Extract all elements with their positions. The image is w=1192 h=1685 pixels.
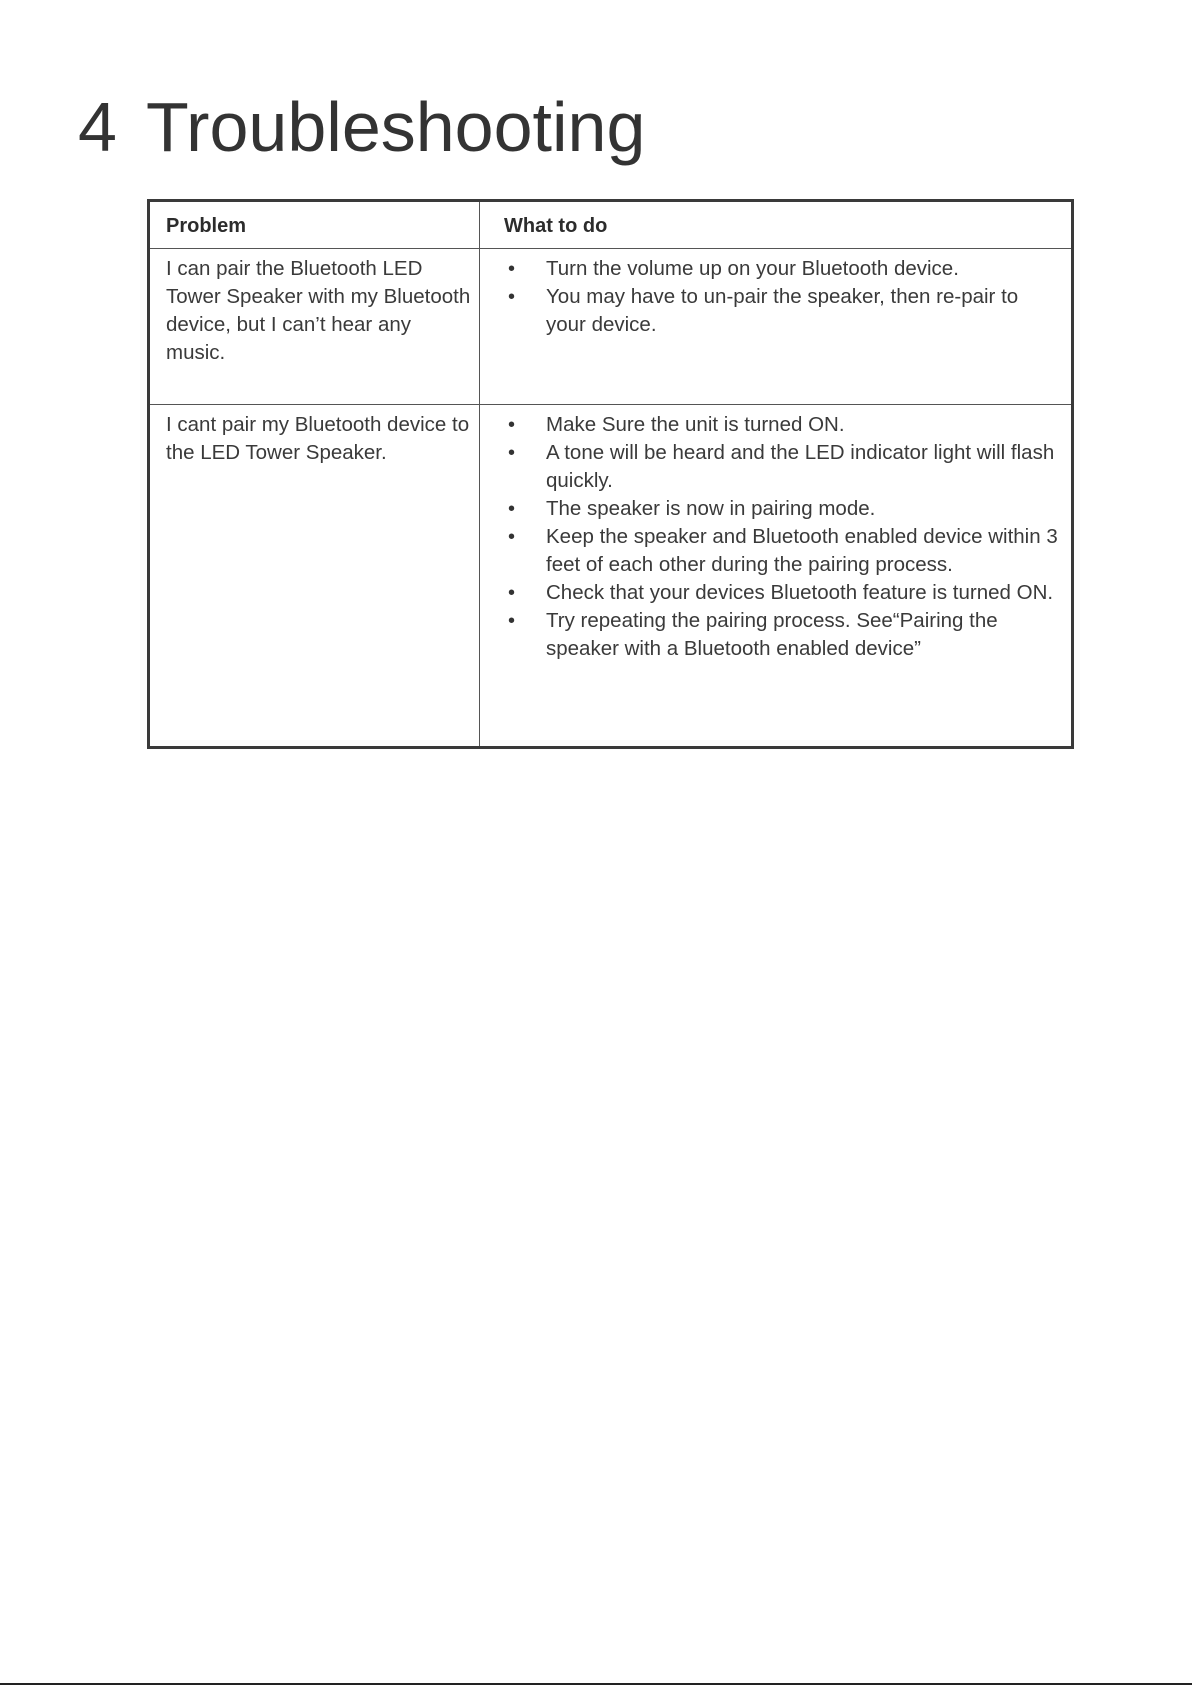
actions-cell <box>480 249 1073 405</box>
list-item: • The speaker is now in pairing mode. <box>494 495 1063 523</box>
list-item: • Make Sure the unit is turned ON. <box>494 411 1063 439</box>
problem-cell: I can pair the Bluetooth LED Tower Speaker with my Bluetooth device, but I can’t hear any music. <box>149 249 480 405</box>
list-item: • A tone will be heard and the LED indicator light will flash quickly. <box>494 439 1063 495</box>
table-row <box>149 249 1073 405</box>
troubleshooting-table <box>147 199 1074 749</box>
column-header-what-to-do: What to do <box>480 201 1073 249</box>
page-title <box>78 88 646 166</box>
list-item: • You may have to un-pair the speaker, then re-pair to your device. <box>494 283 1063 339</box>
actions-cell <box>480 405 1073 748</box>
list-item: • Keep the speaker and Bluetooth enabled device within 3 feet of each other during the pairing process. <box>494 523 1063 579</box>
section-number: 4 <box>78 88 117 166</box>
list-item: • Turn the volume up on your Bluetooth device. <box>494 255 1063 283</box>
list-item: • Check that your devices Bluetooth feature is turned ON. <box>494 579 1063 607</box>
problem-cell: I cant pair my Bluetooth device to the LED Tower Speaker. <box>149 405 480 748</box>
column-header-problem: Problem <box>149 201 480 249</box>
table-header-row <box>149 201 1073 249</box>
action-list <box>494 255 1063 339</box>
list-item: • Try repeating the pairing process. See“Pairing the speaker with a Bluetooth enabled device” <box>494 607 1063 663</box>
action-list <box>494 411 1063 663</box>
section-title: Troubleshooting <box>146 88 646 166</box>
table-row <box>149 405 1073 748</box>
